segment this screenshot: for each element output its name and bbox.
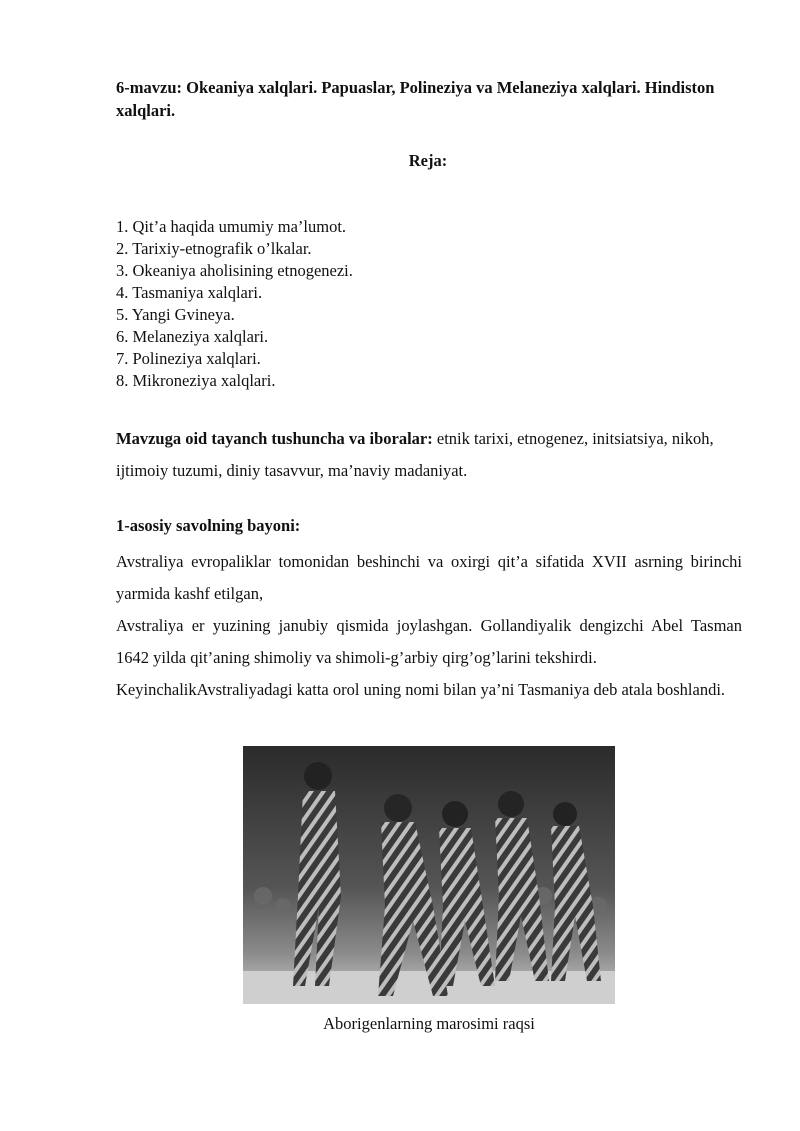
keywords-label: Mavzuga oid tayanch tushuncha va iboralar: bbox=[116, 429, 433, 448]
body-text bbox=[116, 546, 742, 706]
plan-list bbox=[116, 216, 353, 392]
body-paragraph: KeyinchalikAvstraliyadagi katta orol uning nomi bilan ya’ni Tasmaniya deb atala boshlandi. bbox=[116, 680, 726, 699]
plan-heading: Reja: bbox=[408, 151, 448, 170]
plan-item: 2. Tarixiy-etnografik o’lkalar. bbox=[116, 239, 312, 258]
section-heading: 1-asosiy savolning bayoni: bbox=[116, 516, 301, 535]
plan-item: 1. Qit’a haqida umumiy ma’lumot. bbox=[116, 217, 347, 236]
keywords-paragraph bbox=[116, 423, 716, 487]
dance-photo-image bbox=[243, 746, 615, 1004]
dance-photo bbox=[243, 746, 615, 1004]
figure-caption: Aborigenlarning marosimi raqsi bbox=[323, 1014, 535, 1033]
plan-item: 6. Melaneziya xalqlari. bbox=[116, 327, 269, 346]
plan-item: 8. Mikroneziya xalqlari. bbox=[116, 371, 276, 390]
body-paragraph: Avstraliya evropaliklar tomonidan beshinchi va oxirgi qit’a sifatida XVII asrning birinchi yarmida kashf etilgan, bbox=[116, 552, 742, 603]
page-title: 6-mavzu: Okeaniya xalqlari. Papuaslar, Polineziya va Melaneziya xalqlari. Hindiston xalqlari. bbox=[116, 78, 715, 120]
plan-item: 7. Polineziya xalqlari. bbox=[116, 349, 261, 368]
keywords-text: etnik tarixi, etnogenez, initsiatsiya, nikoh, ijtimoiy tuzumi, diniy tasavvur, ma’naviy madaniyat. bbox=[116, 429, 714, 480]
plan-item: 3. Okeaniya aholisining etnogenezi. bbox=[116, 261, 353, 280]
plan-item: 4. Tasmaniya xalqlari. bbox=[116, 283, 263, 302]
body-paragraph: Avstraliya er yuzining janubiy qismida joylashgan. Gollandiyalik dengizchi Abel Tasman 1642 yilda qit’aning shimoliy va shimoli-g’arbiy qirg’og’larini tekshirdi. bbox=[116, 616, 742, 667]
plan-item: 5. Yangi Gvineya. bbox=[116, 305, 235, 324]
